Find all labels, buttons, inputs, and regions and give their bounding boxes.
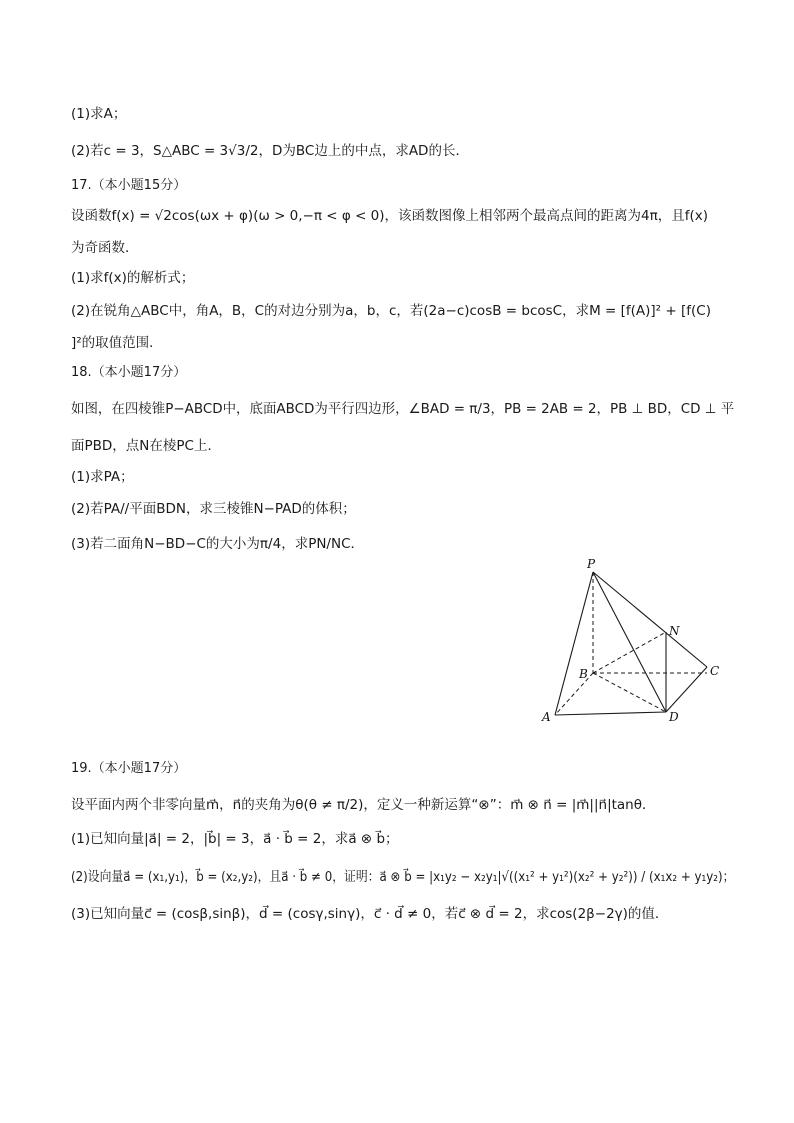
label-c: C <box>710 664 720 678</box>
heading-q18: 18.（本小题17分） <box>71 365 187 380</box>
line-p17-2a: (2)在锐角△ABC中，角A，B，C的对边分别为a，b，c，若(2a−c)cosB = bcosC，求M = [f(A)]² + [f(C) <box>71 303 711 319</box>
line-p18-1: (1)求PA； <box>71 469 134 485</box>
pyramid-figure <box>535 555 735 735</box>
edge-pc <box>593 572 707 667</box>
line-p18-3: (3)若二面角N−BD−C的大小为π/4，求PN/NC． <box>71 536 365 552</box>
edge-pd <box>593 572 666 712</box>
line-p18-intro-2: 面PBD，点N在棱PC上． <box>71 438 221 454</box>
line-p19-1: (1)已知向量|a⃗| = 2，|b⃗| = 3，a⃗ · b⃗ = 2，求a⃗ ⊗ b⃗； <box>71 831 399 847</box>
label-n: N <box>669 624 680 638</box>
line-p17-1: (1)求f(x)的解析式； <box>71 270 195 286</box>
line-p17-intro-1: 设函数f(x) = √2cos(ωx + φ)(ω > 0,−π < φ < 0)，该函数图像上相邻两个最高点间的距离为4π，且f(x) <box>71 208 709 224</box>
label-d: D <box>669 710 679 724</box>
line-p18-intro-1: 如图，在四棱锥P−ABCD中，底面ABCD为平行四边形，∠BAD = π/3，PB = 2AB = 2，PB ⊥ BD，CD ⊥ 平 <box>71 401 735 417</box>
line-p18-2: (2)若PA//平面BDN，求三棱锥N−PAD的体积； <box>71 501 356 517</box>
line-p17-intro-2: 为奇函数． <box>71 240 139 256</box>
line-p19-intro: 设平面内两个非零向量m⃗，n⃗的夹角为θ(θ ≠ π/2)，定义一种新运算“⊗”：m⃗ ⊗ n⃗ = |m⃗||n⃗|tanθ． <box>71 797 656 813</box>
edge-pa <box>555 572 593 715</box>
edge-bn <box>593 632 666 673</box>
line-p16-1: (1)求A； <box>71 106 127 122</box>
line-p17-2b: ]²的取值范围． <box>71 335 163 351</box>
line-p16-2: (2)若c = 3，S△ABC = 3√3/2，D为BC边上的中点，求AD的长． <box>71 143 469 159</box>
label-b: B <box>579 667 588 681</box>
edge-bd <box>593 673 666 712</box>
label-p: P <box>587 557 596 571</box>
line-p19-3: (3)已知向量c⃗ = (cosβ,sinβ)，d⃗ = (cosγ,sinγ)，c⃗ · d⃗ ≠ 0，若c⃗ ⊗ d⃗ = 2，求cos(2β−2γ)的值． <box>71 906 669 922</box>
edge-ad <box>555 712 666 715</box>
edge-dc <box>666 667 707 712</box>
heading-q19: 19.（本小题17分） <box>71 761 187 776</box>
label-a: A <box>542 710 551 724</box>
heading-q17: 17.（本小题15分） <box>71 178 187 193</box>
line-p19-2: (2)设向量a⃗ = (x₁,y₁)，b⃗ = (x₂,y₂)，且a⃗ · b⃗ ≠ 0，证明：a⃗ ⊗ b⃗ = |x₁y₂ − x₂y₁|√((x₁² + y₁²)(x₂² + y₂²)) / (x₁x₂ + y₁y₂)； <box>71 869 735 885</box>
